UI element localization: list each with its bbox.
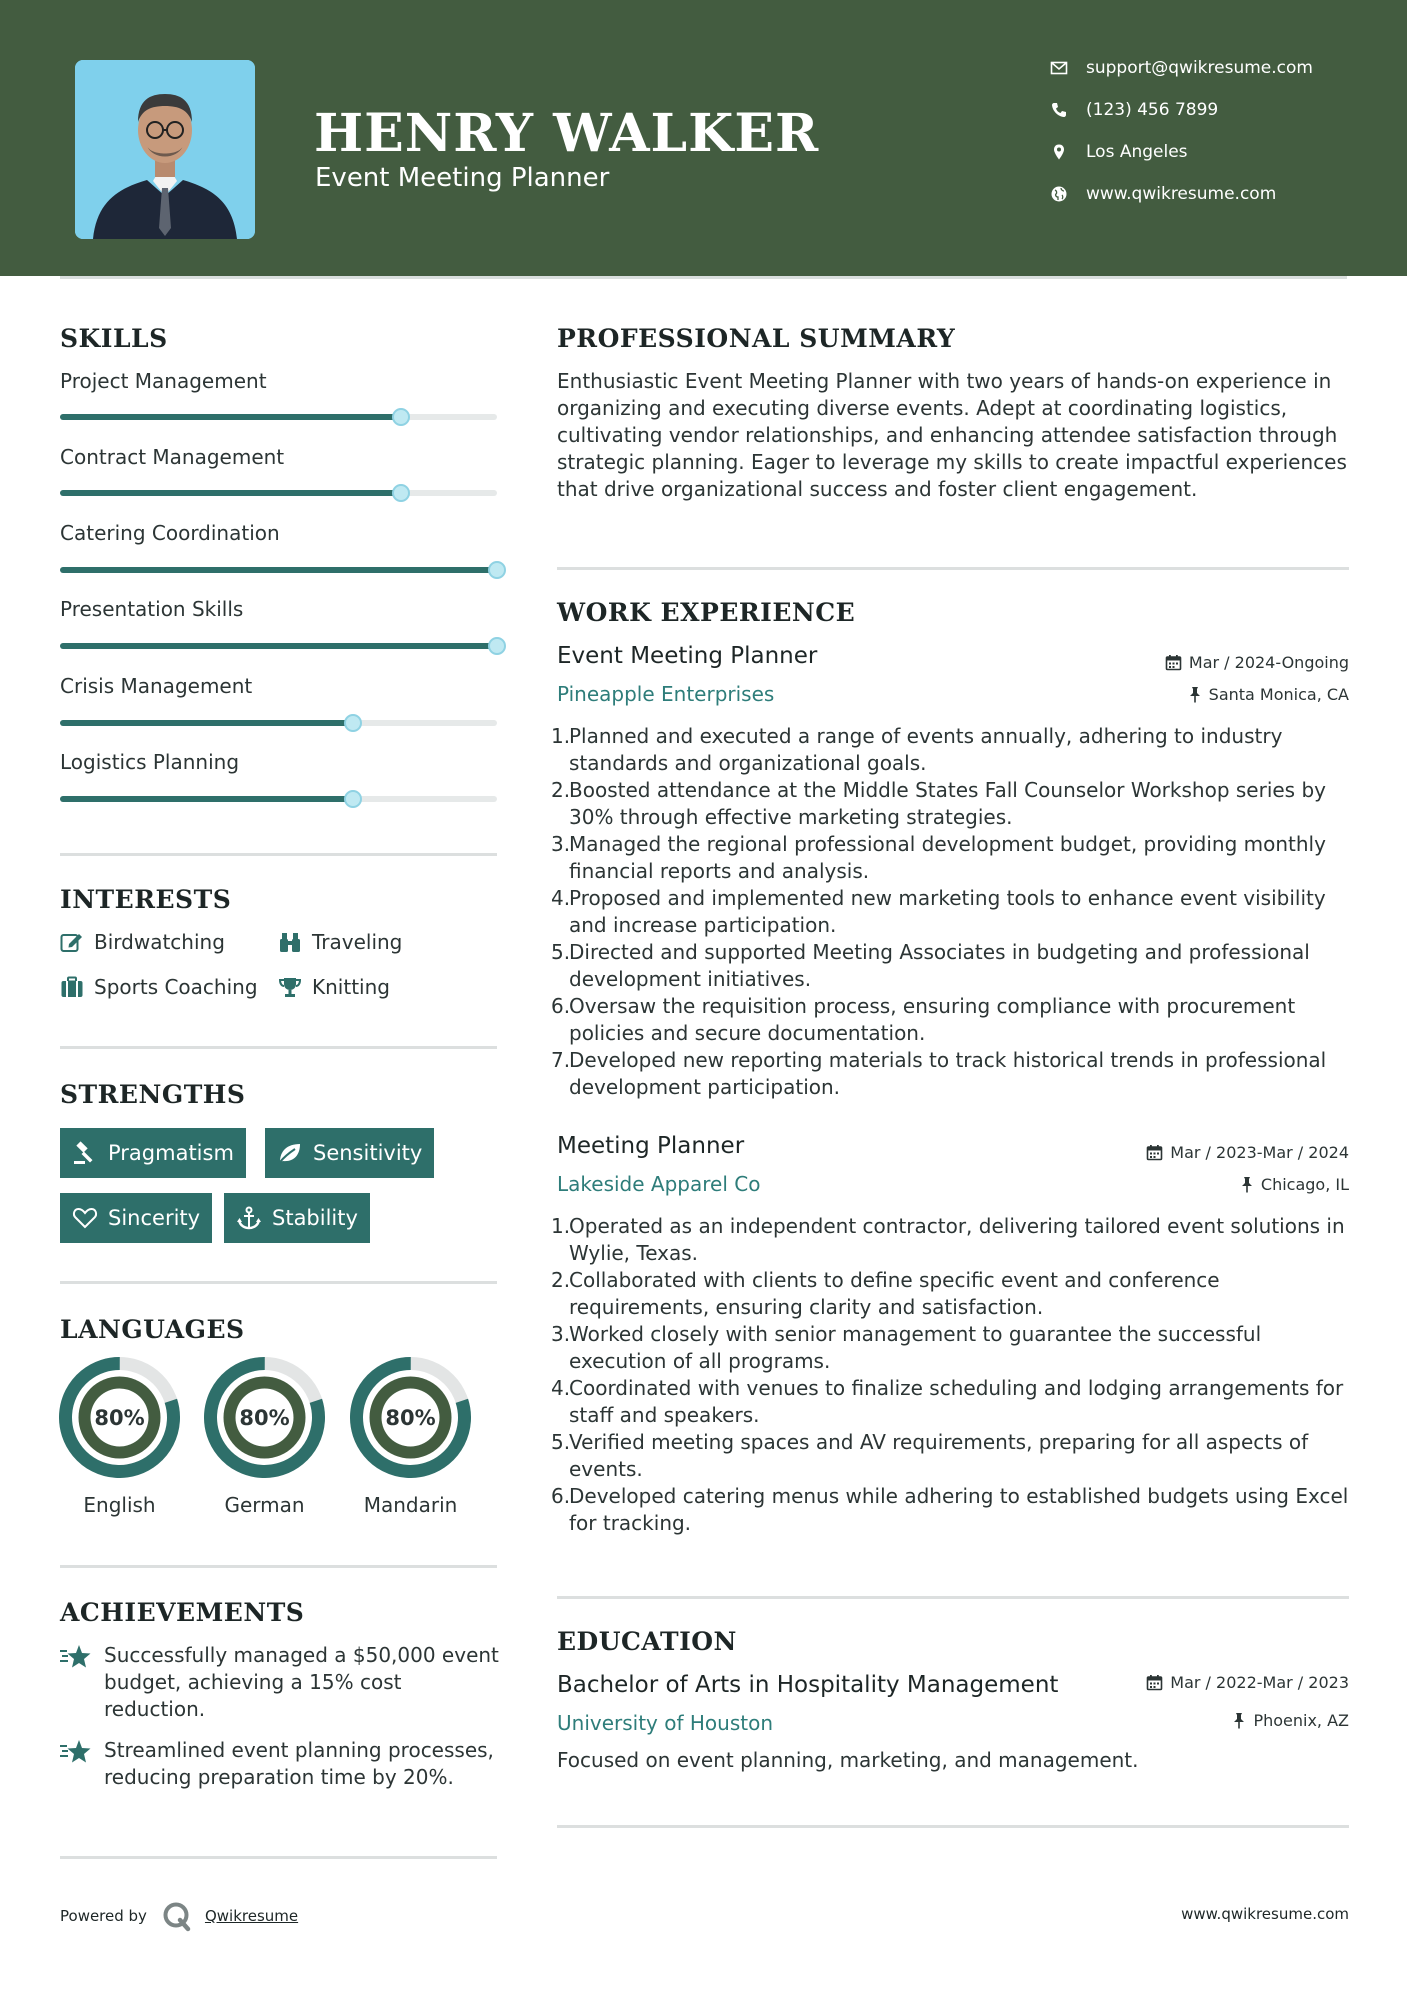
contact-phone[interactable]: [1050, 100, 1370, 120]
job-location-text: Santa Monica, CA: [1208, 685, 1349, 704]
education-dates: [1146, 1673, 1349, 1692]
map-pin-icon: [1050, 143, 1068, 161]
job-bullet-text: Developed new reporting materials to track historical trends in professional development participation.: [569, 1048, 1327, 1099]
section-divider: [60, 1281, 497, 1284]
skill-bar-fill: [60, 643, 497, 649]
qwikresume-link[interactable]: Qwikresume: [204, 1907, 299, 1925]
skill-bar-fill: [60, 720, 353, 726]
job-dates: [1146, 1143, 1349, 1162]
progress-ring: [204, 1357, 325, 1478]
achievement-text: Successfully managed a $50,000 event budget, achieving a 15% cost reduction.: [104, 1643, 499, 1721]
footer-powered-by: [60, 1900, 298, 1932]
job-bullet-text: Boosted attendance at the Middle States Fall Counselor Workshop series by 30% through effective marketing strategies.: [569, 778, 1326, 829]
contact-email-text: support@qwikresume.com: [1086, 58, 1313, 78]
pushpin-icon: [1240, 1176, 1254, 1193]
language-percent: 80%: [385, 1406, 436, 1430]
job-bullet: 1. Planned and executed a range of events annually, adhering to industry standards and organizational goals.: [557, 723, 1357, 777]
progress-ring: [350, 1357, 471, 1478]
section-divider: [60, 1856, 497, 1859]
interest-item: [60, 975, 258, 999]
candidate-title: Event Meeting Planner: [315, 163, 610, 193]
job-bullet: 2. Collaborated with clients to define specific event and conference requirements, ensuring clarity and satisfaction.: [557, 1267, 1357, 1321]
footer-website[interactable]: www.qwikresume.com: [1181, 1905, 1349, 1923]
strength-chip: [224, 1193, 370, 1243]
job-role: Meeting Planner: [557, 1133, 745, 1159]
skill-name: Presentation Skills: [60, 597, 244, 621]
job-location-text: Chicago, IL: [1260, 1175, 1349, 1194]
section-divider: [557, 1825, 1349, 1828]
section-divider: [60, 1046, 497, 1049]
skill-bar-fill: [60, 567, 497, 573]
achievement-text: Streamlined event planning processes, reducing preparation time by 20%.: [104, 1738, 494, 1789]
strength-chip: [60, 1193, 212, 1243]
job-dates-text: Mar / 2023-Mar / 2024: [1170, 1143, 1349, 1162]
strength-chip: [60, 1128, 246, 1178]
job-dates: [1165, 653, 1349, 672]
job-bullet: 5. Verified meeting spaces and AV requirements, preparing for all aspects of events.: [557, 1429, 1357, 1483]
job-bullet: 5. Directed and supported Meeting Associates in budgeting and professional development initiatives.: [557, 939, 1357, 993]
contact-location-text: Los Angeles: [1086, 142, 1188, 162]
section-divider: [60, 1565, 497, 1568]
language-percent: 80%: [239, 1406, 290, 1430]
section-divider: [557, 567, 1349, 570]
interest-item: [278, 930, 402, 954]
leaf-icon: [277, 1141, 303, 1165]
skill-bar: [60, 643, 497, 649]
education-description: Focused on event planning, marketing, and management.: [557, 1748, 1139, 1772]
job-bullet-text: Operated as an independent contractor, delivering tailored event solutions in Wylie, Texas.: [569, 1214, 1345, 1265]
skill-bar-knob: [392, 484, 410, 502]
achievement-item: [60, 1642, 510, 1723]
skill-name: Logistics Planning: [60, 750, 240, 774]
skill-bar-knob: [344, 790, 362, 808]
education-heading: EDUCATION: [557, 1627, 737, 1656]
strength-chip: [265, 1128, 434, 1178]
skill-name: Crisis Management: [60, 674, 253, 698]
contact-email[interactable]: [1050, 58, 1370, 78]
interest-item: [60, 930, 225, 954]
envelope-icon: [1050, 59, 1068, 77]
job-bullets: [551, 1213, 1357, 1537]
language-ring: [204, 1357, 325, 1482]
language-ring: [350, 1357, 471, 1482]
job-bullet: 6. Oversaw the requisition process, ensuring compliance with procurement policies and secure documentation.: [557, 993, 1357, 1047]
interest-label: Knitting: [312, 975, 390, 999]
star-badge-icon: [60, 1737, 92, 1765]
skill-bar: [60, 720, 497, 726]
section-divider: [557, 1596, 1349, 1599]
job-bullet-text: Verified meeting spaces and AV requirements, preparing for all aspects of events.: [569, 1430, 1309, 1481]
interest-label: Traveling: [312, 930, 403, 954]
interest-label: Sports Coaching: [94, 975, 258, 999]
profile-photo: [75, 60, 255, 239]
skill-bar-knob: [488, 561, 506, 579]
job-location: [1240, 1175, 1349, 1194]
education-location-text: Phoenix, AZ: [1253, 1711, 1349, 1730]
skill-bar: [60, 490, 497, 496]
strength-label: Sincerity: [108, 1206, 201, 1230]
skill-bar-fill: [60, 414, 401, 420]
job-bullet-text: Collaborated with clients to define specific event and conference requirements, ensuring clarity and satisfaction.: [569, 1268, 1220, 1319]
skill-bar-knob: [344, 714, 362, 732]
skill-bar-knob: [392, 408, 410, 426]
contact-location: [1050, 142, 1370, 162]
language-name: English: [83, 1493, 156, 1517]
education-dates-text: Mar / 2022-Mar / 2023: [1170, 1673, 1349, 1692]
job-bullet-text: Managed the regional professional development budget, providing monthly financial reports and analysis.: [569, 832, 1326, 883]
summary-text: Enthusiastic Event Meeting Planner with two years of hands-on experience in organizing and executing diverse events. Adept at coordinating logistics, cultivating vendor relationships, and enhancing attendee satisfaction through strategic planning. Eager to leverage my skills to create impactful experiences that drive organizational success and foster client engagement.: [557, 369, 1347, 501]
education-degree: Bachelor of Arts in Hospitality Management: [557, 1672, 1059, 1698]
interests-heading: INTERESTS: [60, 885, 232, 914]
job-bullet: 7. Developed new reporting materials to track historical trends in professional development participation.: [557, 1047, 1357, 1101]
pencil-square-icon: [60, 931, 84, 953]
job-bullet: 2. Boosted attendance at the Middle States Fall Counselor Workshop series by 30% through effective marketing strategies.: [557, 777, 1357, 831]
section-divider: [60, 853, 497, 856]
achievements-heading: ACHIEVEMENTS: [60, 1598, 305, 1627]
strength-label: Stability: [272, 1206, 358, 1230]
job-bullet: 6. Developed catering menus while adhering to established budgets using Excel for tracking.: [557, 1483, 1357, 1537]
anchor-icon: [236, 1206, 262, 1230]
job-company: Pineapple Enterprises: [557, 682, 775, 706]
languages-heading: LANGUAGES: [60, 1315, 245, 1344]
skill-name: Project Management: [60, 369, 267, 393]
gavel-icon: [72, 1141, 98, 1165]
interest-label: Birdwatching: [94, 930, 225, 954]
globe-icon: [1050, 185, 1068, 203]
job-bullet: 3. Managed the regional professional development budget, providing monthly financial reports and analysis.: [557, 831, 1357, 885]
language-ring: [59, 1357, 180, 1482]
job-bullet: 4. Coordinated with venues to finalize scheduling and lodging arrangements for staff and speakers.: [557, 1375, 1357, 1429]
star-badge-icon: [60, 1642, 92, 1670]
job-bullet: 1. Operated as an independent contractor, delivering tailored event solutions in Wylie, Texas.: [557, 1213, 1357, 1267]
job-bullet-text: Proposed and implemented new marketing tools to enhance event visibility and increase participation.: [569, 886, 1326, 937]
skill-bar-fill: [60, 796, 353, 802]
heart-icon: [72, 1206, 98, 1230]
person-portrait-icon: [75, 60, 255, 239]
job-bullet-text: Developed catering menus while adhering to established budgets using Excel for tracking.: [569, 1484, 1349, 1535]
pushpin-icon: [1232, 1712, 1246, 1729]
phone-icon: [1050, 101, 1068, 119]
contact-website-text: www.qwikresume.com: [1086, 184, 1277, 204]
trophy-icon: [278, 976, 302, 998]
header-divider: [60, 276, 1347, 279]
strength-label: Pragmatism: [108, 1141, 234, 1165]
job-bullet-text: Planned and executed a range of events annually, adhering to industry standards and organizational goals.: [569, 724, 1283, 775]
job-bullet-text: Oversaw the requisition process, ensuring compliance with procurement policies and secure documentation.: [569, 994, 1296, 1045]
job-dates-text: Mar / 2024-Ongoing: [1188, 653, 1349, 672]
job-location: [1188, 685, 1349, 704]
calendar-icon: [1146, 1674, 1163, 1691]
briefcase-icon: [60, 976, 84, 998]
skill-name: Contract Management: [60, 445, 285, 469]
skill-bar: [60, 567, 497, 573]
job-company: Lakeside Apparel Co: [557, 1172, 761, 1196]
binoculars-icon: [278, 931, 302, 953]
skill-bar-knob: [488, 637, 506, 655]
job-bullet: 4. Proposed and implemented new marketing tools to enhance event visibility and increase participation.: [557, 885, 1357, 939]
job-bullet-text: Coordinated with venues to finalize scheduling and lodging arrangements for staff and speakers.: [569, 1376, 1344, 1427]
progress-ring: [59, 1357, 180, 1478]
experience-heading: WORK EXPERIENCE: [557, 598, 856, 627]
skill-bar: [60, 796, 497, 802]
language-name: German: [224, 1493, 305, 1517]
job-role: Event Meeting Planner: [557, 643, 818, 669]
pushpin-icon: [1188, 686, 1202, 703]
strength-label: Sensitivity: [313, 1141, 423, 1165]
contact-phone-text: (123) 456 7899: [1086, 100, 1219, 120]
candidate-name: HENRY WALKER: [314, 103, 820, 164]
skill-bar-fill: [60, 490, 401, 496]
summary-heading: PROFESSIONAL SUMMARY: [557, 324, 956, 353]
job-bullet-text: Worked closely with senior management to guarantee the successful execution of all programs.: [569, 1322, 1262, 1373]
calendar-icon: [1146, 1144, 1163, 1161]
education-school: University of Houston: [557, 1711, 774, 1735]
job-bullets: [551, 723, 1357, 1101]
qwikresume-logo-icon: [161, 1900, 193, 1932]
skill-bar: [60, 414, 497, 420]
powered-by-text: Powered by: [60, 1907, 147, 1925]
strengths-heading: STRENGTHS: [60, 1080, 246, 1109]
job-bullet: 3. Worked closely with senior management to guarantee the successful execution of all programs.: [557, 1321, 1357, 1375]
skill-name: Catering Coordination: [60, 521, 280, 545]
calendar-icon: [1165, 654, 1182, 671]
language-percent: 80%: [94, 1406, 145, 1430]
achievement-item: [60, 1737, 510, 1791]
skills-heading: SKILLS: [60, 324, 168, 353]
education-location: [1232, 1711, 1349, 1730]
interest-item: [278, 975, 390, 999]
language-name: Mandarin: [363, 1493, 458, 1517]
contact-website[interactable]: [1050, 184, 1370, 204]
job-bullet-text: Directed and supported Meeting Associates in budgeting and professional development initiatives.: [569, 940, 1310, 991]
